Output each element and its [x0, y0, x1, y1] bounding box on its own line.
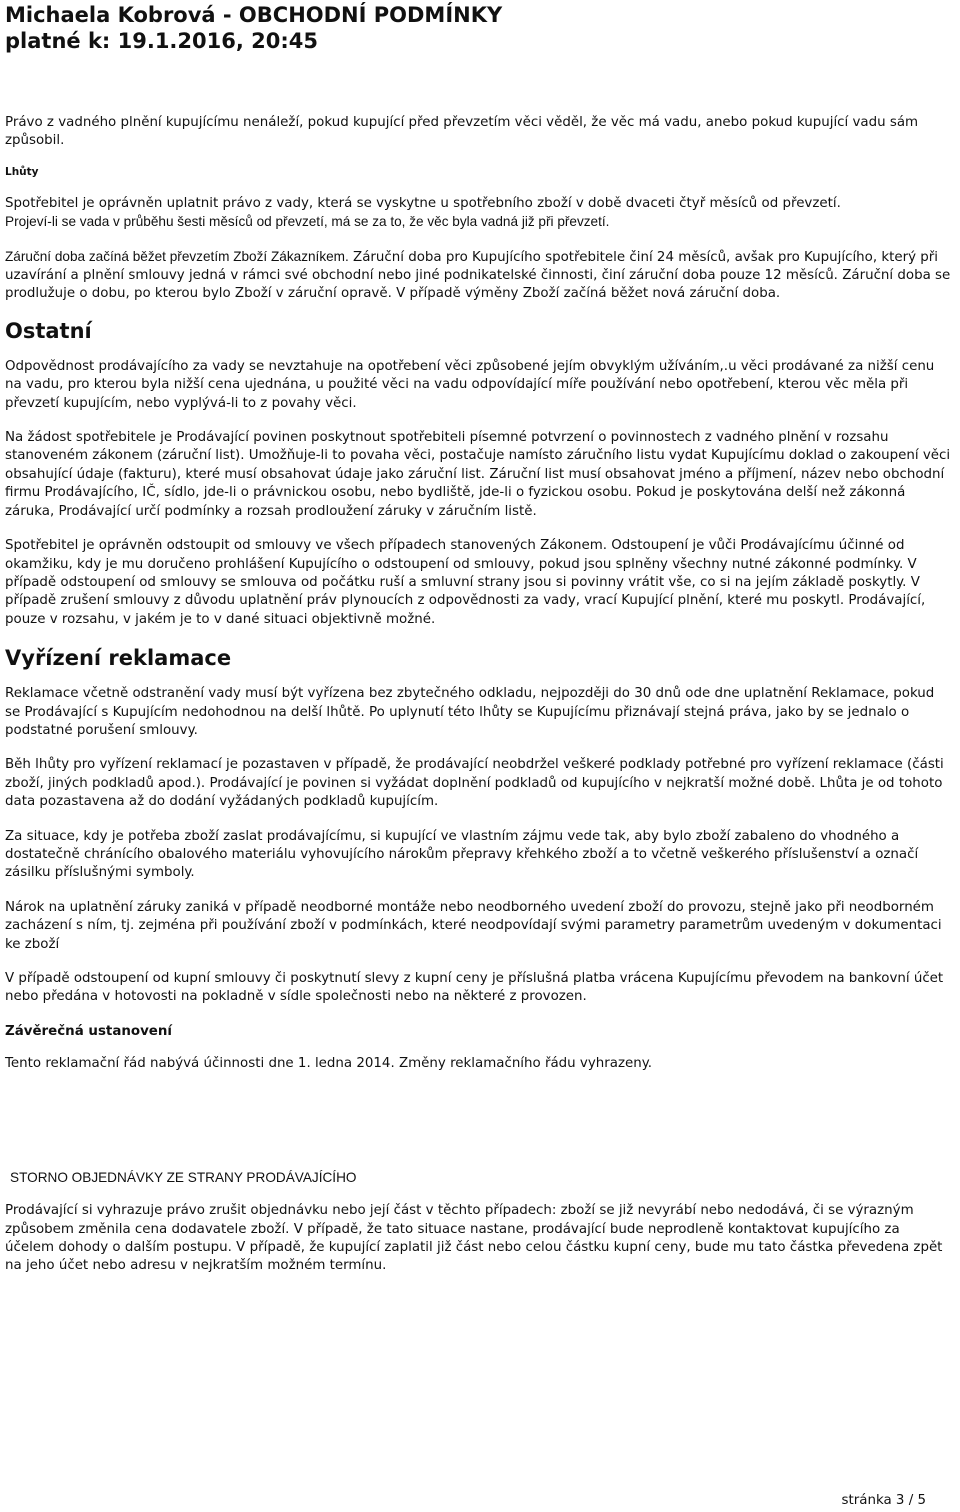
heading-ostatni: Ostatní: [5, 318, 92, 343]
heading-reklamace: Vyřízení reklamace: [5, 646, 232, 671]
paragraph-effective-date: Tento reklamační řád nabývá účinnosti dne 1. ledna 2014. Změny reklamačního řádu vyhrazeny.: [5, 1055, 652, 1071]
heading-storno: STORNO OBJEDNÁVKY ZE STRANY PRODÁVAJÍCÍHO: [10, 1170, 357, 1186]
paragraph-claim-suspension: Běh lhůty pro vyřízení reklamací je pozastaven v případě, že prodávající neobdržel veškeré podklady potřebné pro vyřízení reklamace (části zboží, jiných podkladů apod.). Prodávající je povinen si vyžádat doplnění podkladů od kupujícího v nejkratší možné době. Lhůta je od tohoto data pozastavena až do dodání vyžádaných podkladů kupujícím.: [5, 757, 944, 810]
paragraph-six-months: Projeví-li se vada v průběhu šesti měsíců od převzetí, má se za to, že věc byla vadná již při převzetí.: [5, 214, 610, 230]
paragraph-warranty-certificate: Na žádost spotřebitele je Prodávající povinen poskytnout spotřebiteli písemné potvrzení o povinnostech z vadného plnění v rozsahu stanoveném zákonem (záruční list). Umožňuje-li to povaha věci, postačuje namísto záručního listu vydat Kupujícímu doklad o zakoupení věci obsahující údaje (fakturu), které musí obsahovat údaje jako záruční list. Záruční list musí obsahovat jméno a příjmení, název nebo obchodní firmu Prodávajícího, IČ, sídlo, jde-li o právnickou osobu, nebo bydliště, jde-li o fyzickou osobu. Pokud je poskytována delší než zákonná záruka, Prodávající určí podmínky a rozsah prodloužení záruky v záručním listě.: [5, 430, 951, 519]
document-title: Michaela Kobrová - OBCHODNÍ PODMÍNKY: [5, 3, 503, 27]
paragraph-claim-handling: Reklamace včetně odstranění vady musí být vyřízena bez zbytečného odkladu, nejpozději do 30 dnů ode dne uplatnění Reklamace, pokud se Prodávající s Kupujícím nedohodnou na delší lhůtě. Po uplynutí této lhůty se Kupujícímu přiznávají stejná práva, jako by se jednalo o podstatné porušení smlouvy.: [5, 686, 935, 738]
heading-final-provisions: Závěrečná ustanovení: [5, 1023, 173, 1039]
page-number: stránka 3 / 5: [841, 1493, 926, 1508]
warranty-duration-text: Záruční doba pro Kupujícího spotřebitele činí 24 měsíců, avšak pro Kupujícího, který při uzavírání a plnění smlouvy jedná v rámci své obchodní nebo jiné podnikatelské činnosti, činí záruční doba pouze 12 měsíců. Záruční doba se prodlužuje o dobu, po kterou bylo Zboží v záruční opravě. V případě výměny Zboží začíná běžet nová záruční doba.: [5, 249, 951, 302]
heading-lhuty: Lhůty: [5, 165, 39, 178]
paragraph-refund: V případě odstoupení od kupní smlouvy či poskytnutí slevy z kupní ceny je příslušná platba vrácena Kupujícímu převodem na bankovní účet nebo předána v hotovosti na pokladně v sídle společnosti nebo na některé z provozen.: [5, 971, 944, 1005]
paragraph-order-cancellation: Prodávající si vyhrazuje právo zrušit objednávku nebo její část v těchto případech: zboží se již nevyrábí nebo nedodává, či se výrazným způsobem změnila cena dodavatele zboží. V případě, že tato situace nastane, prodávající bude neprodleně kontaktovat kupujícího za účelem dohody o dalším postupu. V případě, že kupující zaplatil již část nebo celou částku kupní ceny, bude mu tato částka převedena zpět na jeho účet nebo adresu v nejkratším možném termínu.: [5, 1203, 943, 1274]
paragraph-liability: Odpovědnost prodávajícího za vady se nevztahuje na opotřebení věci způsobené jejím obvyklým užíváním,.u věci prodávané za nižší cenu na vadu, pro kterou byla nižší cena ujednána, u použité věci na vadu odpovídající míře používání nebo opotřebení, kterou věc měla při převzetí kupujícím, nebo vyplývá-li to z povahy věci.: [5, 358, 935, 411]
paragraph-packaging: Za situace, kdy je potřeba zboží zaslat prodávajícímu, si kupující ve vlastním zájmu vede tak, aby bylo zboží zabaleno do vhodného a dostatečně chránícího obalového materiálu vyhovujícího nárokům přepravy křehkého zboží a to včetně veškerého příslušenství a označí zásilku příslušnými symboly.: [5, 828, 919, 881]
validity-date: platné k: 19.1.2016, 20:45: [5, 29, 318, 53]
document-body: [5, 114, 951, 1276]
page-header: [5, 2, 502, 54]
warranty-start-text: Záruční doba začíná běžet převzetím Zboží Zákazníkem.: [5, 248, 349, 264]
paragraph-claim-period: Spotřebitel je oprávněn uplatnit právo z vady, která se vyskytne u spotřebního zboží v době dvaceti čtyř měsíců od převzetí.: [5, 195, 841, 211]
paragraph-withdrawal: Spotřebitel je oprávněn odstoupit od smlouvy ve všech případech stanovených Zákonem. Odstoupení je vůči Prodávajícímu účinné od okamžiku, kdy je mu doručeno prohlášení Kupujícího o odstoupení od smlouvy, pokud jsou splněny všechny nutné zákonné podmínky. V případě odstoupení od smlouvy se smlouva od počátku ruší a smluvní strany jsou si povinny vrátit vše, co si na jejím základě poskytly. V případě zrušení smlouvy z důvodu uplatnění práv plynoucích z odpovědnosti za vady, vrací Kupující plnění, které mu poskytl. Prodávající, pouze v rozsahu, v jakém je to v dané situaci objektivně možné.: [5, 538, 926, 627]
paragraph-defect-knowledge: Právo z vadného plnění kupujícímu nenáleží, pokud kupující před převzetím věci věděl, že věc má vadu, anebo pokud kupující vadu sám způsobil.: [5, 115, 919, 149]
paragraph-warranty-period: [5, 248, 951, 304]
paragraph-warranty-void: Nárok na uplatnění záruky zaniká v případě neodborné montáže nebo neodborného uvedení zboží do provozu, stejně jako při neodborném zacházení s ním, tj. zejména při používání zboží v podmínkách, které neodpovídají svými parametry parametrům uvedeným v dokumentaci ke zboží: [5, 899, 942, 952]
